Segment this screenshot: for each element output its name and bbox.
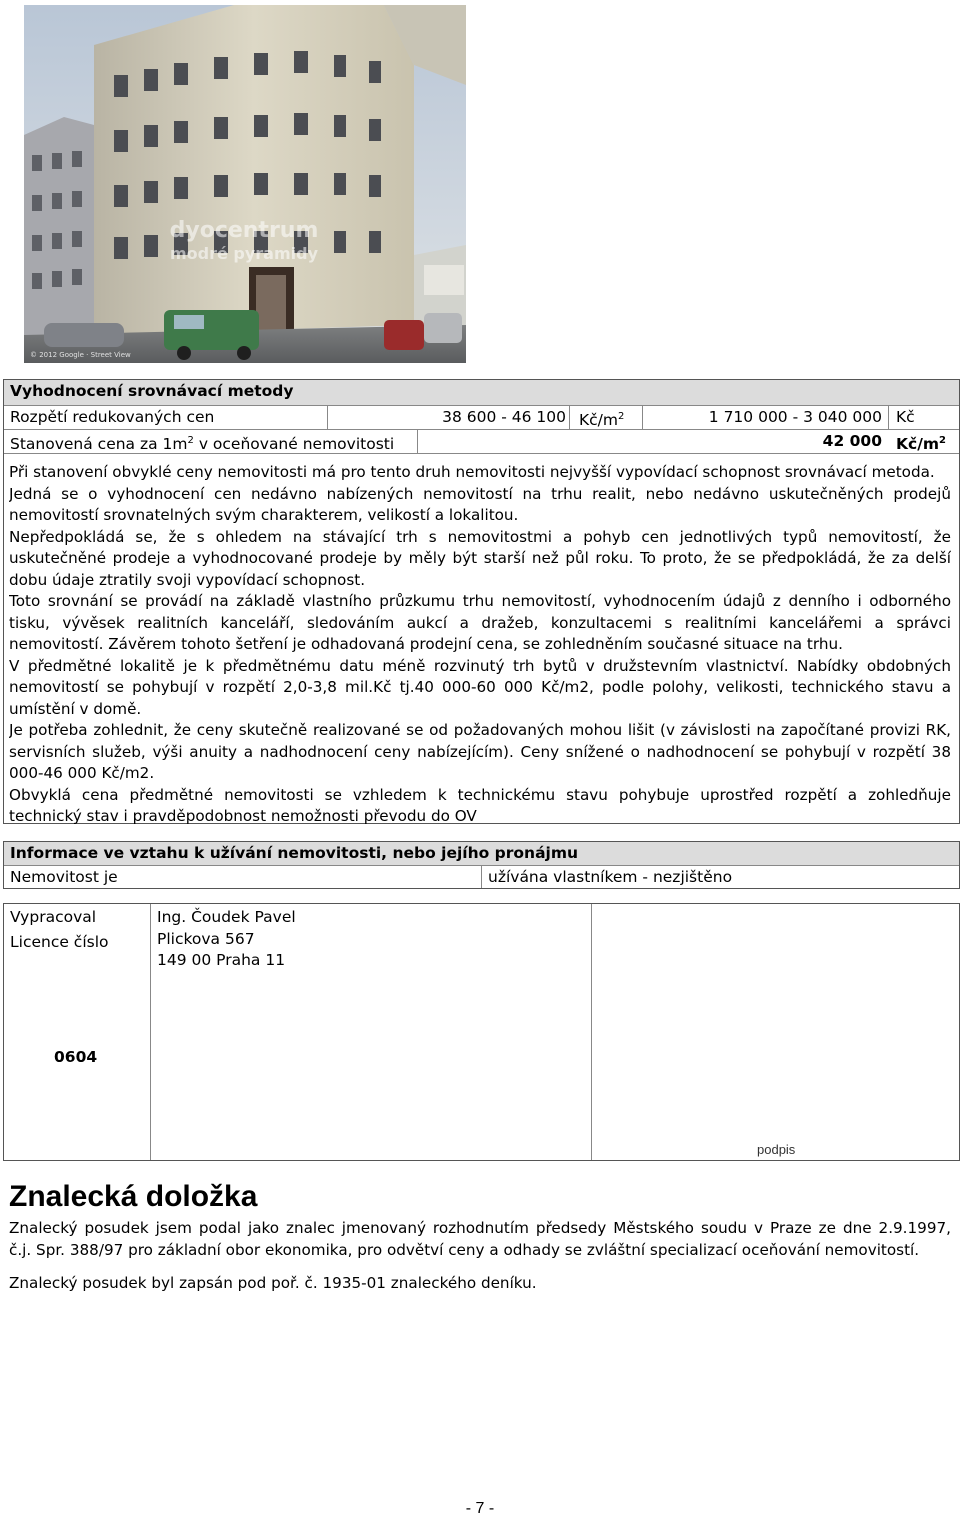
author-section (3, 903, 960, 1161)
price-range-value: 38 600 - 46 100 (442, 408, 566, 426)
price-range-unit: $Kč/m^2$ (579, 411, 625, 430)
text-line: Při stanovení obvyklé ceny nemovitosti má pro tento druh nemovitosti nejvyšší vypovídací schopnost srovnávací metoda. (9, 463, 935, 481)
text-line: dobu údaje ztratily svoji vypovídací schopnost. (9, 570, 366, 589)
assessed-price-value: 42 000 (822, 432, 882, 450)
text-line: nemovitostí se pohybují v rozpětí 2,0-3,8 mil.Kč tj.40 000-60 000 Kč/m2, podle polohy, velikosti, technického stavu a (9, 678, 951, 696)
expert-clause-text (9, 1218, 951, 1261)
evaluation-text (9, 462, 951, 828)
text-line: technický stav i pravděpodobnost nemožnosti převodu do OV (9, 807, 477, 825)
text-line: nemovitostí srovnatelných svým charakterem, velikostí a lokalitou. (9, 506, 519, 524)
expert-clause-title: Znalecká doložka (9, 1180, 258, 1213)
text-line: nemovitostí. Závěrem tohoto šetření je odhadovaná prodejní cena, se zohledněním současné situace na trhu. (9, 635, 843, 653)
evaluation-title: Vyhodnocení srovnávací metody (4, 380, 959, 405)
prepared-by-label: Vypracoval (10, 908, 97, 926)
photo-watermark-line1: dyocentrum (169, 218, 319, 243)
usage-label: Nemovitost je (10, 868, 118, 886)
price-total-range: 1 710 000 - 3 040 000 (708, 408, 882, 426)
photo-watermark-line2: modré pyramidy (169, 244, 319, 263)
text-line: uskutečněné prodeje a vyhodnocované prodeje by měly být starší než půl roku. To proto, že se předpokládá, že za delší (9, 549, 951, 567)
signature-label: podpis (757, 1142, 796, 1157)
licence-number: 0604 (54, 1048, 98, 1066)
text-line: umístění v domě. (9, 699, 142, 718)
expert-registry: Znalecký posudek byl zapsán pod poř. č. 1935-01 znaleckého deníku. (9, 1274, 537, 1292)
usage-title: Informace ve vztahu k užívání nemovitosti, nebo jejího pronájmu (4, 842, 959, 865)
text-line: 000-46 000 Kč/m2. (9, 764, 155, 782)
text-line: servisních služeb, výši anuity a nadhodnocení ceny nabízejícím). Ceny snížené o nadhodnocení se pohybují v rozpětí 38 (9, 742, 951, 761)
price-range-label: Rozpětí redukovaných cen (10, 408, 215, 426)
licence-label: Licence číslo (10, 933, 109, 951)
text-line: V předmětné lokalitě je k předmětnému datu méně rozvinutý trh bytů v družstevním vlastnictví. Nabídky obdobných (9, 656, 951, 675)
usage-value: užívána vlastníkem - nezjištěno (488, 868, 733, 886)
text-line: Znalecký posudek jsem podal jako znalec jmenovaný rozhodnutím předsedy Městského soudu v Praze ze dne 2.9.1997, (9, 1219, 951, 1237)
price-total-unit: Kč (896, 408, 915, 426)
text-line: Jedná se o vyhodnocení cen nedávno nabízených nemovitostí na trhu realit, nebo nedávno uskutečněných prodejů (9, 484, 951, 503)
text-line: Nepředpokládá se, že s ohledem na stávající trh s nemovitostmi a pohyb cen jednotlivých typů nemovitostí, že (9, 527, 951, 546)
assessed-price-label: Stanovená cena za $1m^2$ v oceňované nemovitosti (10, 435, 395, 454)
usage-section (3, 841, 960, 889)
text-line: Toto srovnání se provádí na základě vlastního průzkumu trhu nemovitostí, vyhodnocením údajů z denního i odborného (9, 592, 951, 610)
text-line: Obvyklá cena předmětné nemovitosti se vzhledem k technickému stavu pohybuje uprostřed rozpětí a zohledňuje (9, 785, 951, 804)
building-photo (24, 5, 466, 363)
text-line: tisku, vývěsek realitních kanceláří, sledováním aukcí a dražeb, konzultacemi s realitními kancelářemi a správci (9, 613, 951, 632)
author-street: Plickova 567 (157, 930, 255, 948)
text-line: č.j. Spr. 388/97 pro základní obor ekonomika, pro odvětví ceny a odhady se zvláštní specializací oceňování nemovitostí. (9, 1240, 920, 1259)
page-number: - 7 - (465, 1500, 495, 1517)
photo-caption: © 2012 Google · Street View (30, 351, 131, 359)
author-name: Ing. Čoudek Pavel (157, 908, 296, 926)
assessed-price-unit: $Kč/m^2$ (896, 435, 946, 454)
text-line: Je potřeba zohlednit, že ceny skutečně realizované se od požadovaných mohou lišit (v závislosti na započítané provizi RK, (9, 721, 951, 739)
author-city: 149 00 Praha 11 (157, 951, 286, 969)
